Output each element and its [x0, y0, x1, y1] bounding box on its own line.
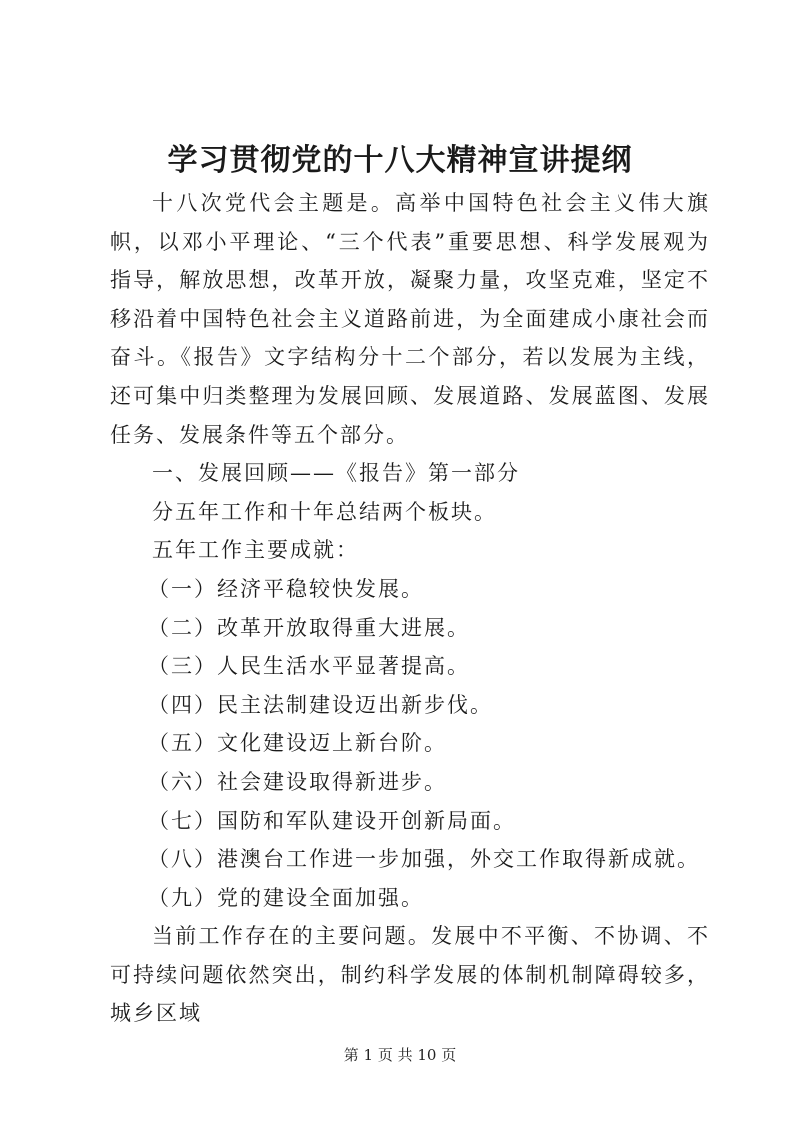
- list-item: （五）文化建设迈上新台阶。: [148, 731, 447, 756]
- list-item: （四）民主法制建设迈出新步伐。: [148, 692, 493, 717]
- list-item: （一）经济平稳较快发展。: [148, 576, 424, 601]
- problems-paragraph: 当前工作存在的主要问题。发展中不平衡、不协调、不可持续问题依然突出，制约科学发展的体制机制障碍较多，城乡区域: [110, 924, 710, 1026]
- achievements-list: [110, 570, 710, 917]
- achievements-heading: 五年工作主要成就：: [152, 538, 359, 563]
- document-body: [110, 184, 710, 1033]
- intro-paragraph: 十八次党代会主题是。高举中国特色社会主义伟大旗帜，以邓小平理论、“三个代表”重要思想、科学发展观为指导，解放思想，改革开放，凝聚力量，攻坚克难，坚定不移沿着中国特色社会主义道路前进，为全面建成小康社会而奋斗。《报告》文字结构分十二个部分，若以发展为主线，还可集中归类整理为发展回顾、发展道路、发展蓝图、发展任务、发展条件等五个部分。: [110, 191, 710, 447]
- list-item: （六）社会建设取得新进步。: [148, 769, 447, 794]
- list-item: （九）党的建设全面加强。: [148, 885, 424, 910]
- document-title: 学习贯彻党的十八大精神宣讲提纲: [167, 143, 633, 178]
- section-heading: 一、发展回顾——《报告》第一部分: [152, 461, 520, 486]
- list-item: （三）人民生活水平显著提高。: [148, 654, 470, 679]
- list-item: （八）港澳台工作进一步加强，外交工作取得新成就。: [148, 847, 700, 872]
- section-intro: 分五年工作和十年总结两个板块。: [152, 499, 497, 524]
- list-item: （七）国防和军队建设开创新局面。: [148, 808, 516, 833]
- page-number: 第 1 页 共 10 页: [343, 1046, 457, 1064]
- list-item: （二）改革开放取得重大进展。: [148, 615, 470, 640]
